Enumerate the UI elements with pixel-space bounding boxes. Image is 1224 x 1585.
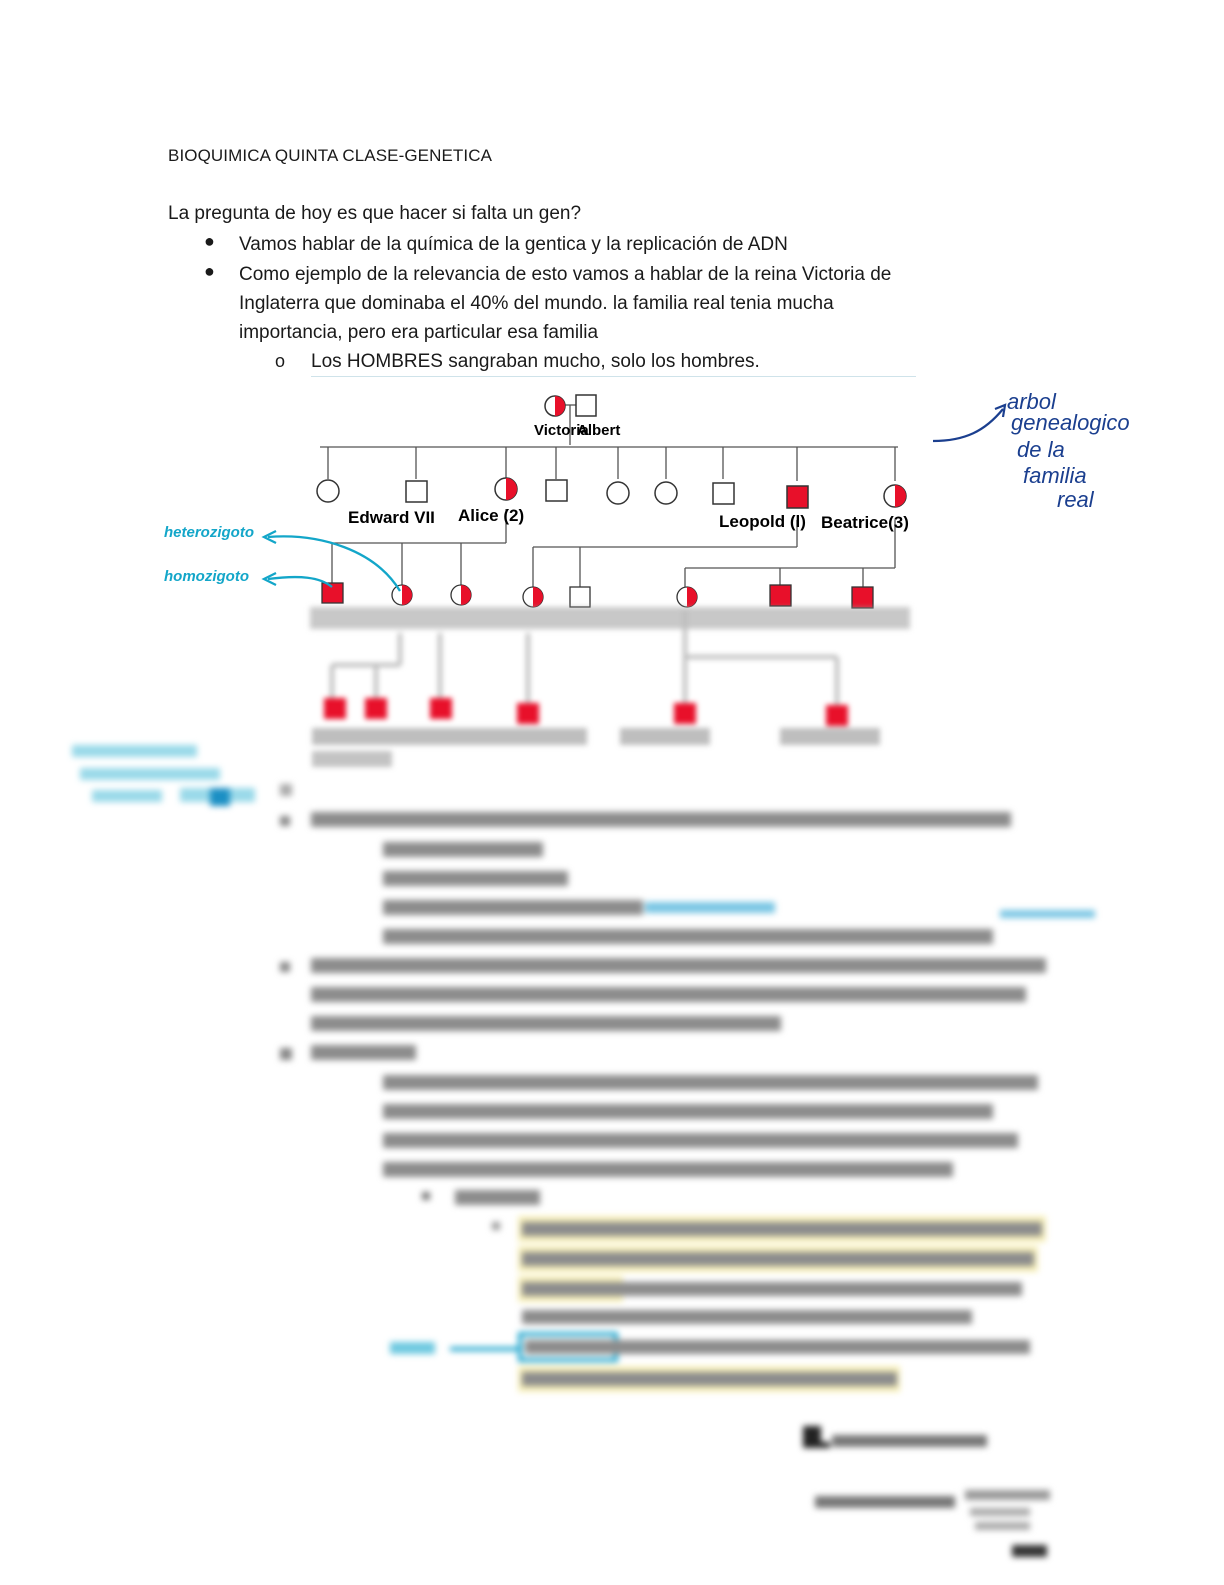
bullet-dot: ●: [204, 231, 215, 251]
bullet-dot: ●: [204, 261, 215, 281]
leopold-symbol: [787, 486, 808, 508]
arbol-annotation: [925, 385, 1165, 515]
blurred-notes-region: [0, 730, 1224, 1585]
child-male: [713, 483, 734, 504]
arrow-line: [268, 536, 400, 591]
label-albert: Albert: [577, 422, 621, 439]
arrow-line: [933, 409, 1003, 441]
arrow-line: [268, 577, 332, 587]
arbol-line-5: real: [1057, 487, 1094, 512]
arbol-line-4: familia: [1023, 463, 1087, 488]
bullet-2-line-3: importancia, pero era particular esa familia: [239, 322, 599, 343]
grandchild-male: [570, 587, 590, 607]
bullet-1: Vamos hablar de la química de la gentica y la replicación de ADN: [239, 234, 788, 255]
bullet-2-line-1: Como ejemplo de la relevancia de esto vamos a hablar de la reina Victoria de: [239, 264, 892, 285]
arbol-line-2: genealogico: [1011, 410, 1130, 435]
child-female: [655, 482, 677, 504]
label-victoria: Victoria: [534, 422, 589, 439]
albert-symbol: [576, 395, 596, 416]
sub-bullet-circle: o: [275, 351, 286, 371]
grandchild-affected-male: [852, 587, 873, 608]
homocigoto-label: homozigoto: [164, 568, 249, 585]
page-title: BIOQUIMICA QUINTA CLASE-GENETICA: [168, 146, 493, 165]
edward-symbol: [406, 481, 427, 502]
label-leopold: Leopold (l): [719, 512, 806, 531]
bullet-2-line-2: Inglaterra que dominaba el 40% del mundo. la familia real tenia mucha: [239, 293, 834, 314]
label-beatrice: Beatrice(3): [821, 513, 909, 532]
divider: [311, 376, 916, 377]
arbol-line-3: de la: [1017, 437, 1065, 462]
child-female: [607, 482, 629, 504]
zygosity-annotations: [160, 515, 420, 605]
sub-bullet-text: Los HOMBRES sangraban mucho, solo los hombres.: [311, 351, 760, 372]
child-male: [546, 480, 567, 501]
arbol-line-1: arbol: [1007, 389, 1056, 414]
label-edward: Edward VII: [348, 508, 435, 527]
child-female: [317, 480, 339, 502]
grandchild-affected-male: [770, 585, 791, 606]
heterocigoto-label: heterozigoto: [164, 524, 254, 541]
label-alice: Alice (2): [458, 506, 525, 525]
question-text: La pregunta de hoy es que hacer si falta un gen?: [168, 203, 582, 224]
